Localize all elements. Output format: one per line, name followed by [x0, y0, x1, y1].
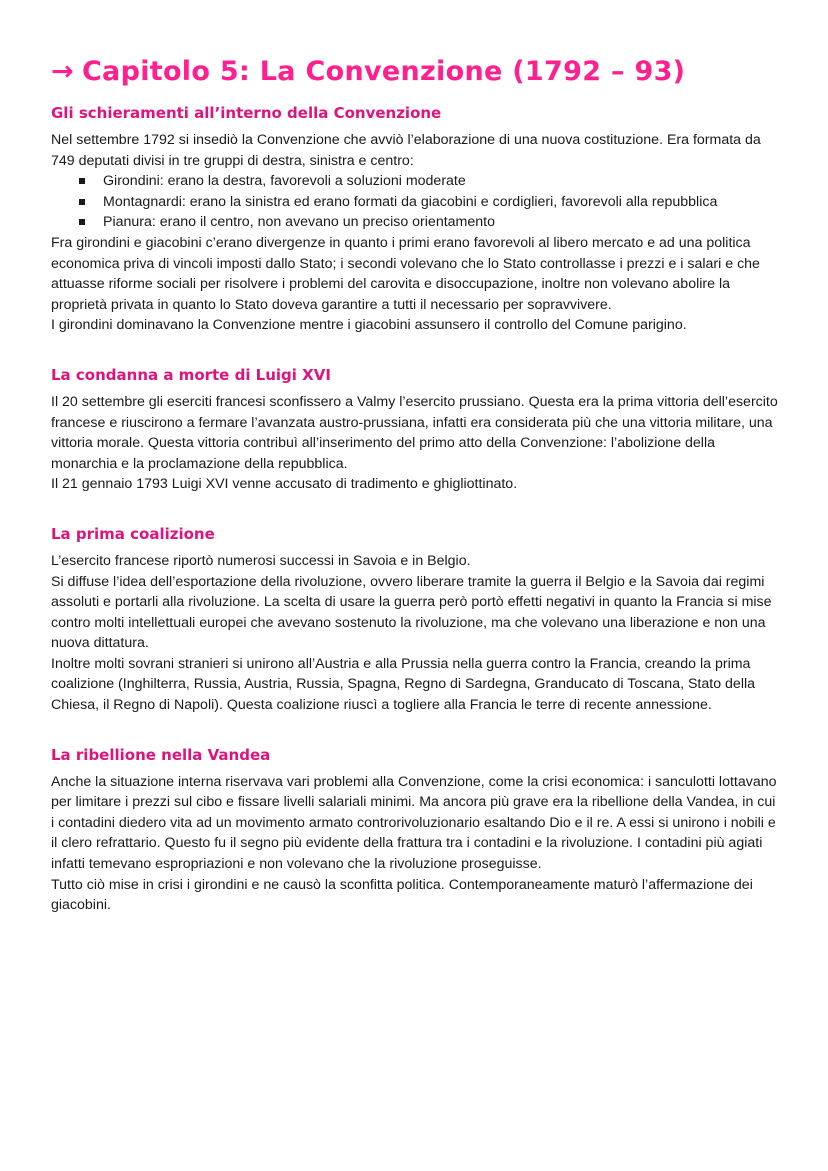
- section-heading: La ribellione nella Vandea: [51, 745, 271, 764]
- section-schieramenti: [51, 102, 780, 336]
- bullet-list: [51, 171, 780, 233]
- section-heading: La prima coalizione: [51, 524, 215, 543]
- paragraph: L’esercito francese riportò numerosi successi in Savoia e in Belgio.: [51, 552, 471, 569]
- list-item: Montagnardi: erano la sinistra ed erano formati da giacobini e cordiglieri, favorevoli alla repubblica: [103, 192, 780, 213]
- section-vandea: [51, 744, 780, 916]
- section-heading: Gli schieramenti all’interno della Convenzione: [51, 104, 442, 122]
- paragraph: Tutto ciò mise in crisi i girondini e ne causò la sconfitta politica. Contemporaneamente maturò l’affermazione dei giacobini.: [51, 876, 753, 914]
- section-heading: La condanna a morte di Luigi XVI: [51, 365, 331, 384]
- arrow-icon: →: [51, 56, 74, 87]
- chapter-title-text: Capitolo 5: La Convenzione (1792 – 93): [81, 56, 686, 87]
- chapter-title: [51, 52, 780, 92]
- paragraph: Il 20 settembre gli eserciti francesi sconfissero a Valmy l’esercito prussiano. Questa era la prima vittoria dell’esercito francese e riuscirono a fermare l’avanzata austro-prussiana, infatti era considerata più che una vittoria militare, una vittoria morale. Questa vittoria contribuì all’inserimento del primo atto della Convenzione: l’abolizione della monarchia e la proclamazione della repubblica.: [51, 393, 778, 472]
- list-item: Pianura: erano il centro, non avevano un preciso orientamento: [103, 212, 780, 233]
- paragraph: Il 21 gennaio 1793 Luigi XVI venne accusato di tradimento e ghigliottinato.: [51, 476, 518, 493]
- section-prima-coalizione: [51, 523, 780, 716]
- paragraph: Anche la situazione interna riservava vari problemi alla Convenzione, come la crisi economica: i sanculotti lottavano per limitare i prezzi sul cibo e fissare livelli salariali minimi. Ma ancora più grave era la ribellione della Vandea, in cui i contadini diedero vita ad un movimento armato controrivoluzionario esaltando Dio e il re. A essi si unirono i nobili e il clero refrattario. Questo fu il segno più evidente della frattura tra i contadini e la rivoluzione. I contadini più agiati infatti temevano espropriazioni e non volevano che la rivoluzione proseguisse.: [51, 773, 777, 873]
- paragraph: Inoltre molti sovrani stranieri si unirono all’Austria e alla Prussia nella guerra contro la Francia, creando la prima coalizione (Inghilterra, Russia, Austria, Russia, Spagna, Regno di Sardegna, Granducato di Toscana, Stato della Chiesa, il Regno di Napoli). Questa coalizione riuscì a togliere alla Francia le terre di recente annessione.: [51, 655, 756, 714]
- paragraph: I girondini dominavano la Convenzione mentre i giacobini assunsero il controllo del Comune parigino.: [51, 317, 687, 334]
- paragraph: Fra girondini e giacobini c’erano divergenze in quanto i primi erano favorevoli al libero mercato e ad una politica economica priva di vincoli imposti dallo Stato; i secondi volevano che lo Stato controllasse i prezzi e i salari e che attuasse riforme sociali per risolvere i problemi del carovita e disoccupazione, inoltre non volevano abolire la proprietà privata in quanto lo Stato doveva garantire a tutti il necessario per sopravvivere.: [51, 234, 760, 313]
- paragraph: Si diffuse l’idea dell’esportazione della rivoluzione, ovvero liberare tramite la guerra il Belgio e la Savoia dai regimi assoluti e portarli alla rivoluzione. La scelta di usare la guerra però portò effetti negativi in quanto la Francia si mise contro molti intellettuali europei che avevano sostenuto la rivoluzione, ma che volevano una liberazione e non una nuova dittatura.: [51, 573, 772, 652]
- section-condanna-luigi: [51, 364, 780, 495]
- paragraph: Nel settembre 1792 si insediò la Convenzione che avviò l’elaborazione di una nuova costituzione. Era formata da 749 deputati divisi in tre gruppi di destra, sinistra e centro:: [51, 132, 761, 169]
- list-item: Girondini: erano la destra, favorevoli a soluzioni moderate: [103, 171, 780, 192]
